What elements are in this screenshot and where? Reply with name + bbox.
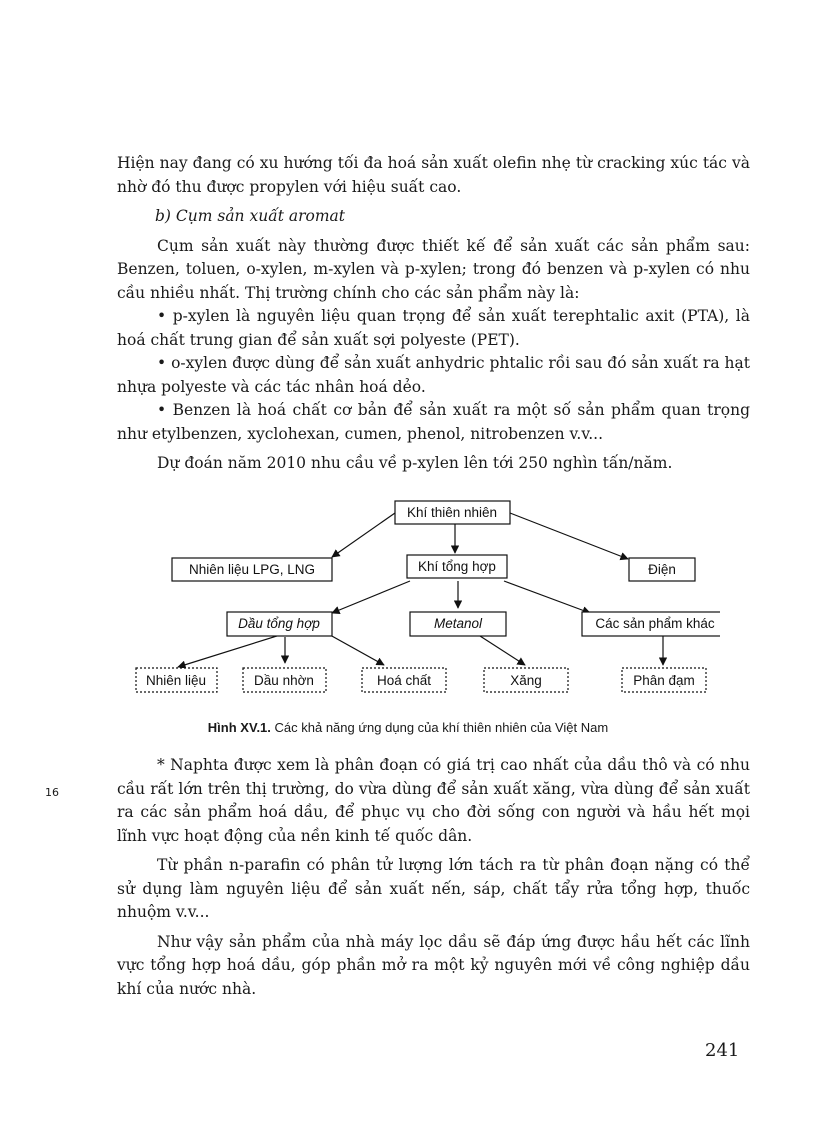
node-fertilizer: Phân đạm bbox=[633, 673, 695, 688]
node-power: Điện bbox=[648, 562, 676, 577]
node-lpg: Nhiên liệu LPG, LNG bbox=[188, 562, 316, 577]
paragraph-n-paraffin: Từ phần n-parafin có phân tử lượng lớn tách ra từ phân đoạn nặng có thể sử dụng làm nguyên liệu để sản xuất nến, sáp, chất tẩy rửa tổng hợp, thuốc nhuộm v.v... bbox=[117, 856, 750, 921]
node-fuel: Nhiên liệu bbox=[145, 673, 207, 688]
bullet-o-xylene: • o-xylen được dùng để sản xuất anhydric phtalic rồi sau đó sản xuất ra hạt nhựa polyeste và các tác nhân hoá dẻo. bbox=[117, 354, 750, 396]
node-lube: Dầu nhờn bbox=[254, 673, 314, 688]
paragraph-forecast: Dự đoán năm 2010 nhu cầu về p-xylen lên tới 250 nghìn tấn/năm. bbox=[157, 454, 673, 472]
paragraph-conclusion: Như vậy sản phẩm của nhà máy lọc dầu sẽ đáp ứng được hầu hết các lĩnh vực tổng hợp hoá dầu, góp phần mở ra một kỷ nguyên mới về công nghiệp dầu khí của nước nhà. bbox=[117, 932, 750, 998]
text-block-top bbox=[117, 152, 750, 476]
bullet-benzene: • Benzen là hoá chất cơ bản để sản xuất ra một số sản phẩm quan trọng như etylbenzen, xyclohexan, cumen, phenol, nitrobenzen v.v... bbox=[117, 401, 750, 443]
node-methanol: Metanol bbox=[433, 616, 483, 631]
bullet-p-xylene: • p-xylen là nguyên liệu quan trọng để sản xuất terephtalic axit (PTA), là hoá chất trung gian để sản xuất sợi polyeste (PET). bbox=[117, 307, 750, 349]
node-gasoline: Xăng bbox=[510, 673, 542, 688]
node-chem: Hoá chất bbox=[376, 673, 432, 688]
figure-caption bbox=[0, 720, 816, 735]
node-synoil: Dầu tổng hợp bbox=[238, 616, 320, 631]
subheading-aromatics: b) Cụm sản xuất aromat bbox=[155, 207, 345, 225]
margin-number: 16 bbox=[45, 786, 59, 799]
natural-gas-diagram bbox=[120, 495, 720, 710]
paragraph-aromatics-intro: Cụm sản xuất này thường được thiết kế để sản xuất các sản phẩm sau: Benzen, toluen, o-xylen, m-xylen và p-xylen; trong đó benzen và p-xylen có nhu cầu nhiều nhất. Thị trường chính cho các sản phẩm này là: bbox=[117, 236, 750, 302]
page-number: 241 bbox=[705, 1040, 740, 1061]
caption-label: Hình XV.1. bbox=[207, 720, 271, 735]
paragraph-naphtha: * Naphta được xem là phân đoạn có giá trị cao nhất của dầu thô và có nhu cầu rất lớn trên thị trường, do vừa dùng để sản xuất xăng, vừa dùng để sản xuất ra các sản phẩm hoá dầu, để phục vụ cho đời sống con người và hầu hết mọi lĩnh vực hoạt động của nền kinh tế quốc dân. bbox=[117, 756, 750, 845]
text-block-bottom bbox=[117, 754, 750, 1001]
node-syngas: Khí tổng hợp bbox=[418, 559, 496, 574]
caption-text: Các khả năng ứng dụng của khí thiên nhiên của Việt Nam bbox=[270, 720, 609, 735]
node-natural-gas: Khí thiên nhiên bbox=[406, 505, 498, 520]
node-others: Các sản phẩm khác bbox=[595, 616, 715, 631]
paragraph-olefin: Hiện nay đang có xu hướng tối đa hoá sản xuất olefin nhẹ từ cracking xúc tác và nhờ đó thu được propylen với hiệu suất cao. bbox=[117, 154, 750, 196]
diagram-arrows bbox=[178, 513, 663, 667]
